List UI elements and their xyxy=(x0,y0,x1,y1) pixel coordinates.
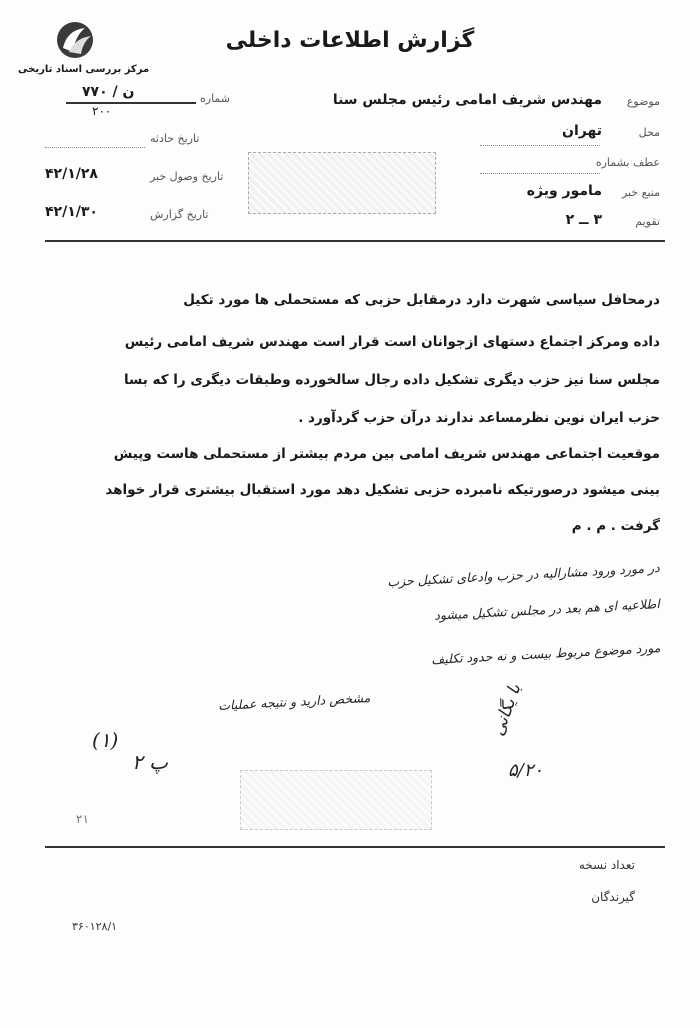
handwritten-note-3: مورد موضوع مربوط بیست و نه حدود تکلیف xyxy=(430,640,661,667)
redacted-stamp-box xyxy=(248,152,436,214)
handwritten-note-2: اطلاعیه ای هم بعد در مجلس تشکیل میشود xyxy=(434,596,661,623)
calendar-value: ۳ ــ ۲ xyxy=(565,212,602,228)
handwritten-side-date: ۵/۲۰ xyxy=(508,760,544,781)
copies-label: تعداد نسخه xyxy=(578,858,635,872)
incident-date-dotted-line xyxy=(45,146,145,148)
incident-date-label: تاریخ حادثه xyxy=(150,132,200,145)
report-date-value: ۴۲/۱/۳۰ xyxy=(45,204,98,220)
handwritten-side-note: با یگانی xyxy=(488,681,526,739)
body-line-3: مجلس سنا نیز حزب دیگری تشکیل داده رجال سالخورده وطبقات دیگری را که بسا xyxy=(123,372,660,388)
body-line-7: گرفت . م . م xyxy=(571,518,660,534)
calendar-label: تقویم xyxy=(635,215,660,228)
archive-logo-text: مرکز بررسی اسناد تاریخی xyxy=(18,64,150,75)
header-divider xyxy=(45,240,665,242)
report-date-label: تاریخ گزارش xyxy=(150,208,209,221)
received-date-value: ۴۲/۱/۲۸ xyxy=(45,166,98,182)
footer-mark: ۲۱ xyxy=(76,812,89,826)
report-title: گزارش اطلاعات داخلی xyxy=(225,28,475,53)
number-underline xyxy=(66,102,196,104)
location-value: تهران xyxy=(562,123,602,139)
location-label: محل xyxy=(638,126,660,139)
faded-stamp-box xyxy=(240,770,432,830)
document-code: ۳۶۰۱۲۸/۱ xyxy=(72,920,118,933)
bracket-mark: (۱) xyxy=(92,728,119,752)
number-value: ۷۷۰ / ن xyxy=(82,84,135,100)
subject-value: مهندس شریف امامی رئیس مجلس سنا xyxy=(332,92,602,108)
received-date-label: تاریخ وصول خبر xyxy=(150,170,224,183)
footer-divider xyxy=(45,846,665,848)
body-line-4: حزب ایران نوین نظرمساعد ندارند درآن حزب گردآورد . xyxy=(298,410,660,426)
body-line-6: بینی میشود درصورتیکه نامبرده حزبی تشکیل دهد مورد استقبال بیشتری قرار خواهد xyxy=(105,482,660,498)
handwritten-note-4: مشخص دارید و نتیجه عملیات xyxy=(217,690,371,713)
source-value: مامور ویژه xyxy=(526,183,602,199)
handwritten-note-1: در مورد ورود مشارالیه در حزب وادعای تشکیل حزب xyxy=(387,560,661,590)
reference-label: عطف بشماره xyxy=(595,156,660,169)
body-line-5: موقعیت اجتماعی مهندس شریف امامی بین مردم بیشتر از مستحملی هاست وپیش xyxy=(113,446,660,462)
recipients-label: گیرندگان xyxy=(591,890,635,904)
source-label: منبع خبر xyxy=(621,186,660,199)
reference-dotted-line xyxy=(480,172,600,174)
location-dotted-line xyxy=(480,144,600,146)
handwritten-signature: ۲ پ xyxy=(132,750,168,774)
body-line-2: داده ومرکز اجتماع دستهای ازجوانان است قرار است مهندس شریف امامی رئیس xyxy=(124,334,660,350)
body-line-1: درمحافل سیاسی شهرت دارد درمقابل حزبی که مستحملی ها مورد تکیل xyxy=(183,292,660,308)
number-sub-value: ۲۰۰ xyxy=(92,104,112,118)
number-label: شماره xyxy=(200,92,231,105)
subject-label: موضوع xyxy=(626,95,660,108)
